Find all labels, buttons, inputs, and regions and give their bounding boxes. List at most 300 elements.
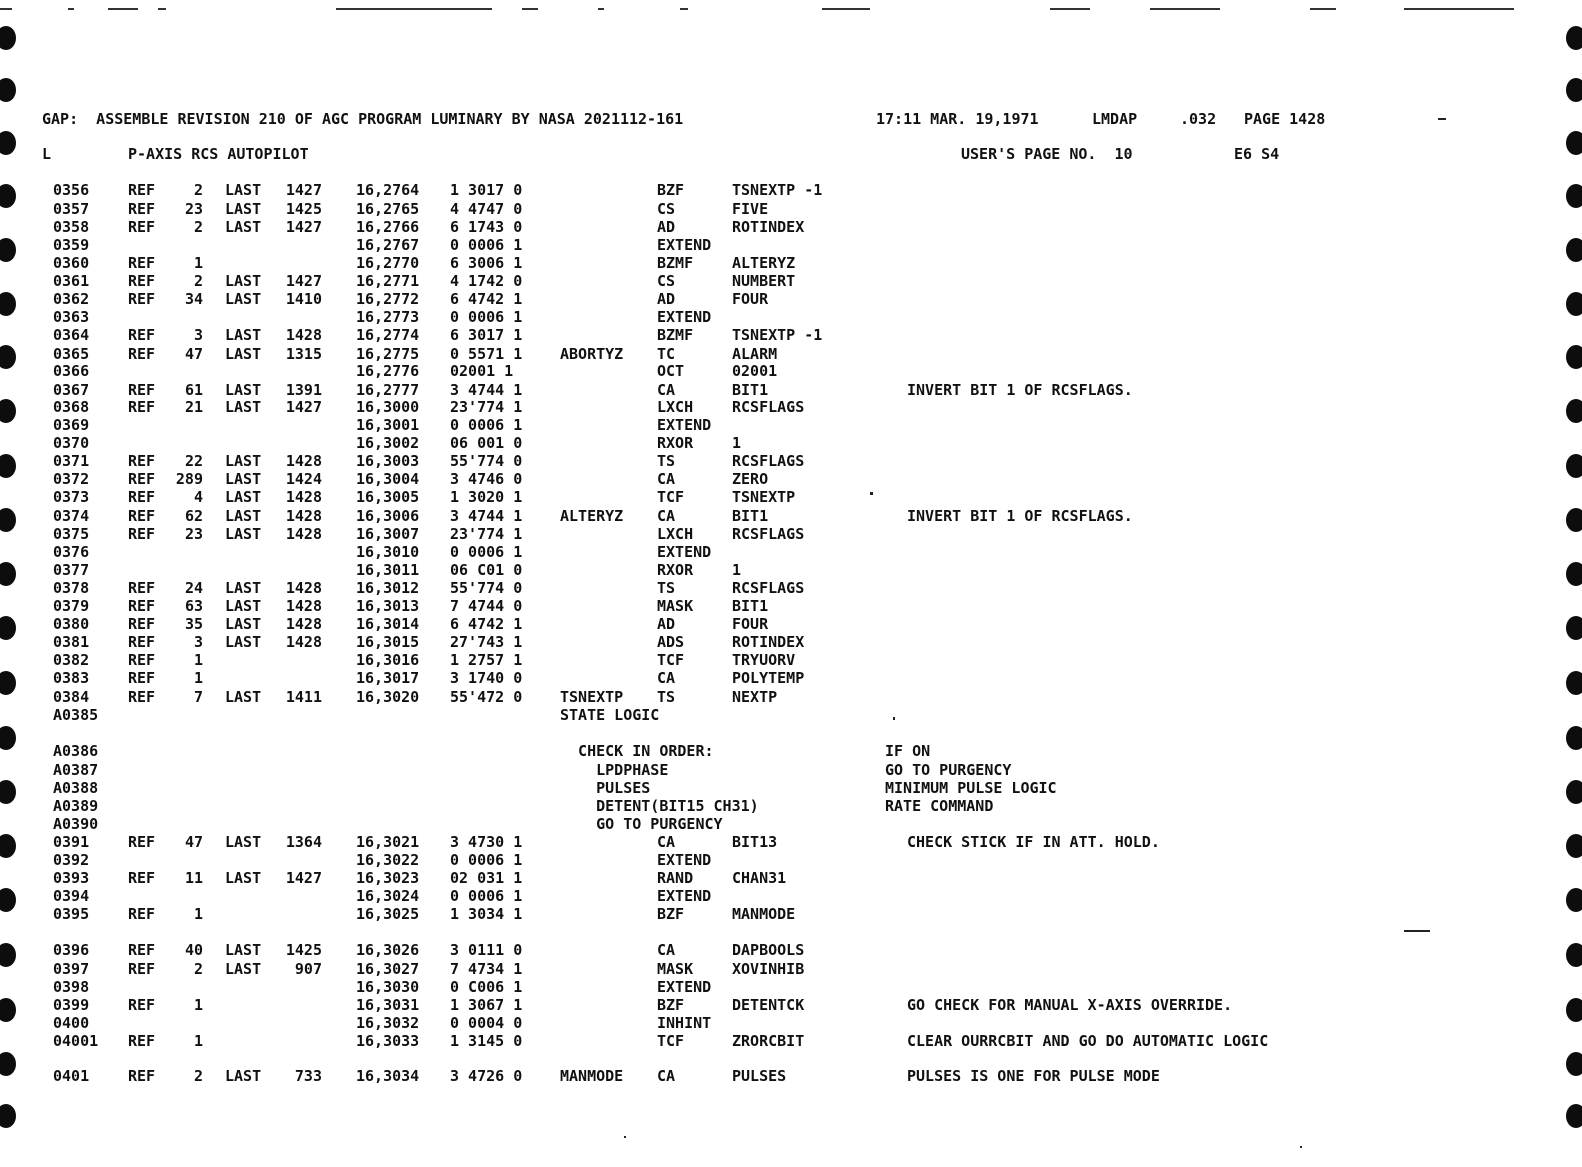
ref-keyword: REF (128, 579, 156, 597)
listing-line (0, 960, 1582, 978)
octal-word: 1 3067 1 (450, 996, 523, 1014)
line-number: 0394 (53, 887, 90, 905)
address: 16,3012 (356, 579, 420, 597)
symbol-label: STATE LOGIC (560, 706, 660, 724)
operand: BIT1 (732, 507, 769, 525)
print-speck (624, 1136, 626, 1138)
opcode: MASK (657, 597, 694, 615)
octal-word: 55'774 0 (450, 579, 523, 597)
ref-count: 1 (193, 1032, 203, 1050)
address: 16,3020 (356, 688, 420, 706)
octal-word: 1 3017 0 (450, 181, 523, 199)
last-page: 1425 (285, 941, 322, 959)
address: 16,3024 (356, 887, 420, 905)
line-number: 0398 (53, 978, 90, 996)
opcode: AD (657, 218, 676, 236)
octal-word: 02 031 1 (450, 869, 523, 887)
octal-word: 6 3006 1 (450, 254, 523, 272)
last-keyword: LAST (225, 869, 262, 887)
operand: PULSES (732, 1067, 787, 1085)
address: 16,3031 (356, 996, 420, 1014)
ref-count: 1 (193, 669, 203, 687)
opcode: BZF (657, 181, 685, 199)
ref-keyword: REF (128, 633, 156, 651)
operand: 02001 (732, 362, 778, 380)
opcode: TC (657, 345, 676, 363)
line-number: 0393 (53, 869, 90, 887)
octal-word: 7 4734 1 (450, 960, 523, 978)
listing-line (0, 272, 1582, 290)
last-keyword: LAST (225, 272, 262, 290)
octal-word: 3 4744 1 (450, 507, 523, 525)
line-number: 0375 (53, 525, 90, 543)
ref-count: 47 (184, 833, 203, 851)
address: 16,3010 (356, 543, 420, 561)
line-number: 0365 (53, 345, 90, 363)
line-number: 0366 (53, 362, 90, 380)
operand: RCSFLAGS (732, 525, 805, 543)
ref-keyword: REF (128, 254, 156, 272)
listing-line (0, 1067, 1582, 1085)
opcode: TS (657, 579, 676, 597)
last-page: 1428 (285, 579, 322, 597)
line-number: 0377 (53, 561, 90, 579)
symbol-label: TSNEXTP (560, 688, 624, 706)
octal-word: 3 0111 0 (450, 941, 523, 959)
last-keyword: LAST (225, 615, 262, 633)
ref-keyword: REF (128, 326, 156, 344)
header-gap-line: GAP: ASSEMBLE REVISION 210 OF AGC PROGRAM LUMINARY BY NASA 2021112-161 (42, 110, 684, 128)
address: 16,3007 (356, 525, 420, 543)
line-number: A0386 (53, 742, 99, 760)
octal-word: 1 3145 0 (450, 1032, 523, 1050)
ref-keyword: REF (128, 833, 156, 851)
opcode: CA (657, 833, 676, 851)
opcode: AD (657, 615, 676, 633)
opcode: RAND (657, 869, 694, 887)
last-keyword: LAST (225, 488, 262, 506)
address: 16,3033 (356, 1032, 420, 1050)
print-speck (893, 717, 895, 720)
comment: INVERT BIT 1 OF RCSFLAGS. (907, 381, 1133, 399)
last-page: 733 (294, 1067, 322, 1085)
opcode: CS (657, 272, 676, 290)
operand: TSNEXTP -1 (732, 326, 823, 344)
left-feed-hole (0, 1104, 16, 1128)
address: 16,3002 (356, 434, 420, 452)
listing-line (0, 326, 1582, 344)
last-keyword: LAST (225, 452, 262, 470)
opcode: CA (657, 1067, 676, 1085)
line-number: 0391 (53, 833, 90, 851)
ref-keyword: REF (128, 181, 156, 199)
header-module: LMDAP (1092, 110, 1138, 128)
ref-keyword: REF (128, 905, 156, 923)
ref-count: 3 (193, 326, 203, 344)
ref-keyword: REF (128, 398, 156, 416)
listing-line (0, 815, 1582, 833)
octal-word: 06 C01 0 (450, 561, 523, 579)
opcode: TCF (657, 488, 685, 506)
line-number: 0356 (53, 181, 90, 199)
ref-count: 61 (184, 381, 203, 399)
address: 16,3027 (356, 960, 420, 978)
opcode: TCF (657, 651, 685, 669)
line-number: 0397 (53, 960, 90, 978)
listing-line (0, 236, 1582, 254)
ref-keyword: REF (128, 218, 156, 236)
address: 16,3001 (356, 416, 420, 434)
ref-keyword: REF (128, 452, 156, 470)
ref-count: 21 (184, 398, 203, 416)
ref-count: 1 (193, 254, 203, 272)
listing-line (0, 651, 1582, 669)
operand: DETENTCK (732, 996, 805, 1014)
operand: RCSFLAGS (732, 579, 805, 597)
ref-keyword: REF (128, 597, 156, 615)
listing-line (0, 543, 1582, 561)
operand: FOUR (732, 290, 769, 308)
last-page: 1425 (285, 200, 322, 218)
operand: CHAN31 (732, 869, 787, 887)
last-keyword: LAST (225, 290, 262, 308)
ref-keyword: REF (128, 272, 156, 290)
line-number: 0372 (53, 470, 90, 488)
ref-keyword: REF (128, 615, 156, 633)
last-keyword: LAST (225, 579, 262, 597)
opcode: EXTEND (657, 416, 712, 434)
ref-keyword: REF (128, 507, 156, 525)
opcode: RXOR (657, 434, 694, 452)
last-keyword: LAST (225, 633, 262, 651)
ref-count: 2 (193, 218, 203, 236)
last-page: 1427 (285, 869, 322, 887)
operand: TSNEXTP (732, 488, 796, 506)
ref-keyword: REF (128, 688, 156, 706)
operand: ZRORCBIT (732, 1032, 805, 1050)
ref-count: 23 (184, 200, 203, 218)
address: 16,2777 (356, 381, 420, 399)
symbol-label: ABORTYZ (560, 345, 624, 363)
octal-word: 3 4744 1 (450, 381, 523, 399)
last-page: 1428 (285, 615, 322, 633)
address: 16,2771 (356, 272, 420, 290)
line-number: 0396 (53, 941, 90, 959)
octal-word: 06 001 0 (450, 434, 523, 452)
operand: DAPBOOLS (732, 941, 805, 959)
line-number: 0384 (53, 688, 90, 706)
right-feed-hole (1566, 131, 1582, 155)
last-page: 1428 (285, 326, 322, 344)
opcode: TCF (657, 1032, 685, 1050)
last-keyword: LAST (225, 833, 262, 851)
opcode: INHINT (657, 1014, 712, 1032)
opcode: BZF (657, 905, 685, 923)
opcode: CS (657, 200, 676, 218)
line-number: 0383 (53, 669, 90, 687)
line-number: 04001 (53, 1032, 99, 1050)
user-page-number: USER'S PAGE NO. 10 (961, 145, 1133, 163)
line-number: A0385 (53, 706, 99, 724)
address: 16,2767 (356, 236, 420, 254)
octal-word: 0 0006 1 (450, 236, 523, 254)
listing-line (0, 362, 1582, 380)
octal-word: 3 4726 0 (450, 1067, 523, 1085)
ref-count: 62 (184, 507, 203, 525)
listing-line (0, 218, 1582, 236)
listing-line (0, 200, 1582, 218)
operand: ALTERYZ (732, 254, 796, 272)
last-page: 1428 (285, 597, 322, 615)
opcode: EXTEND (657, 236, 712, 254)
listing-line (0, 290, 1582, 308)
address: 16,3014 (356, 615, 420, 633)
left-feed-hole (0, 131, 16, 155)
last-keyword: LAST (225, 597, 262, 615)
comment: PULSES IS ONE FOR PULSE MODE (907, 1067, 1160, 1085)
opcode: EXTEND (657, 543, 712, 561)
address: 16,3000 (356, 398, 420, 416)
top-perforation-marks (0, 8, 1582, 14)
header-marker: L (42, 145, 52, 163)
line-number: 0362 (53, 290, 90, 308)
symbol-label: ALTERYZ (560, 507, 624, 525)
opcode: MASK (657, 960, 694, 978)
listing-line (0, 561, 1582, 579)
address: 16,3023 (356, 869, 420, 887)
operand: BIT1 (732, 597, 769, 615)
last-keyword: LAST (225, 381, 262, 399)
octal-word: 3 4730 1 (450, 833, 523, 851)
operand: 1 (732, 561, 742, 579)
ref-count: 47 (184, 345, 203, 363)
listing-line (0, 761, 1582, 779)
address: 16,2776 (356, 362, 420, 380)
ref-count: 3 (193, 633, 203, 651)
operand: BIT1 (732, 381, 769, 399)
line-number: 0361 (53, 272, 90, 290)
ref-keyword: REF (128, 941, 156, 959)
listing-line (0, 688, 1582, 706)
listing-line (0, 996, 1582, 1014)
line-number: A0387 (53, 761, 99, 779)
line-number: 0373 (53, 488, 90, 506)
operand: 1 (732, 434, 742, 452)
last-page: 1427 (285, 398, 322, 416)
octal-word: 27'743 1 (450, 633, 523, 651)
line-number: 0399 (53, 996, 90, 1014)
ref-count: 40 (184, 941, 203, 959)
right-feed-hole (1566, 78, 1582, 102)
operand: TSNEXTP -1 (732, 181, 823, 199)
octal-word: 0 0006 1 (450, 416, 523, 434)
octal-word: 0 0006 1 (450, 851, 523, 869)
octal-word: 55'774 0 (450, 452, 523, 470)
listing-line (0, 416, 1582, 434)
operand: XOVINHIB (732, 960, 805, 978)
print-speck (1438, 118, 1446, 120)
section-title: P-AXIS RCS AUTOPILOT (128, 145, 309, 163)
opcode: BZF (657, 996, 685, 1014)
address: 16,3026 (356, 941, 420, 959)
last-keyword: LAST (225, 326, 262, 344)
listing-line (0, 181, 1582, 199)
ref-keyword: REF (128, 200, 156, 218)
comment: GO TO PURGENCY (885, 761, 1012, 779)
opcode: EXTEND (657, 308, 712, 326)
line-number: 0378 (53, 579, 90, 597)
comment: MINIMUM PULSE LOGIC (885, 779, 1057, 797)
operand: BIT13 (732, 833, 778, 851)
ref-keyword: REF (128, 525, 156, 543)
ref-keyword: REF (128, 290, 156, 308)
line-number: 0381 (53, 633, 90, 651)
address: 16,2765 (356, 200, 420, 218)
symbol-label: LPDPHASE (560, 761, 669, 779)
octal-word: 55'472 0 (450, 688, 523, 706)
right-feed-hole (1566, 26, 1582, 50)
listing-line (0, 851, 1582, 869)
last-keyword: LAST (225, 507, 262, 525)
address: 16,3021 (356, 833, 420, 851)
address: 16,2772 (356, 290, 420, 308)
octal-word: 4 4747 0 (450, 200, 523, 218)
listing-line (0, 525, 1582, 543)
last-keyword: LAST (225, 470, 262, 488)
line-number: 0380 (53, 615, 90, 633)
listing-line (0, 706, 1582, 724)
last-page: 907 (294, 960, 322, 978)
opcode: CA (657, 470, 676, 488)
operand: NEXTP (732, 688, 778, 706)
address: 16,3006 (356, 507, 420, 525)
line-number: 0364 (53, 326, 90, 344)
last-keyword: LAST (225, 960, 262, 978)
opcode: TS (657, 452, 676, 470)
ref-count: 1 (193, 996, 203, 1014)
address: 16,3015 (356, 633, 420, 651)
ref-count: 23 (184, 525, 203, 543)
listing-line (0, 452, 1582, 470)
octal-word: 1 3020 1 (450, 488, 523, 506)
octal-word: 6 4742 1 (450, 615, 523, 633)
listing-line (0, 434, 1582, 452)
operand: TRYUORV (732, 651, 796, 669)
ref-keyword: REF (128, 651, 156, 669)
listing-line (0, 1014, 1582, 1032)
address: 16,3034 (356, 1067, 420, 1085)
octal-word: 0 0004 0 (450, 1014, 523, 1032)
opcode: ADS (657, 633, 685, 651)
ref-count: 22 (184, 452, 203, 470)
ref-keyword: REF (128, 470, 156, 488)
listing-line (0, 615, 1582, 633)
ref-count: 2 (193, 272, 203, 290)
ref-keyword: REF (128, 1067, 156, 1085)
line-number: 0369 (53, 416, 90, 434)
ref-count: 35 (184, 615, 203, 633)
listing-line (0, 887, 1582, 905)
ref-count: 2 (193, 181, 203, 199)
operand: ALARM (732, 345, 778, 363)
line-number: 0395 (53, 905, 90, 923)
last-page: 1410 (285, 290, 322, 308)
address: 16,2775 (356, 345, 420, 363)
octal-word: 6 4742 1 (450, 290, 523, 308)
listing-line (0, 978, 1582, 996)
octal-word: 02001 1 (450, 362, 514, 380)
line-number: 0392 (53, 851, 90, 869)
last-keyword: LAST (225, 688, 262, 706)
line-number: 0400 (53, 1014, 90, 1032)
listing-line (0, 597, 1582, 615)
comment: CLEAR OURRCBIT AND GO DO AUTOMATIC LOGIC (907, 1032, 1269, 1050)
address: 16,2773 (356, 308, 420, 326)
ref-count: 1 (193, 651, 203, 669)
ref-count: 7 (193, 688, 203, 706)
octal-word: 23'774 1 (450, 398, 523, 416)
operand: POLYTEMP (732, 669, 805, 687)
listing-line (0, 470, 1582, 488)
octal-word: 4 1742 0 (450, 272, 523, 290)
opcode: CA (657, 669, 676, 687)
listing-line (0, 1032, 1582, 1050)
right-feed-hole (1566, 1104, 1582, 1128)
comment: RATE COMMAND (885, 797, 994, 815)
listing-line (0, 905, 1582, 923)
address: 16,3016 (356, 651, 420, 669)
ref-keyword: REF (128, 869, 156, 887)
header-revision: .032 (1180, 110, 1217, 128)
ref-count: 4 (193, 488, 203, 506)
address: 16,3003 (356, 452, 420, 470)
listing-line (0, 507, 1582, 525)
opcode: AD (657, 290, 676, 308)
line-number: 0371 (53, 452, 90, 470)
operand: FIVE (732, 200, 769, 218)
line-number: 0374 (53, 507, 90, 525)
octal-word: 1 3034 1 (450, 905, 523, 923)
opcode: EXTEND (657, 978, 712, 996)
opcode: BZMF (657, 254, 694, 272)
line-number: 0363 (53, 308, 90, 326)
last-page: 1427 (285, 218, 322, 236)
operand: FOUR (732, 615, 769, 633)
symbol-label: GO TO PURGENCY (560, 815, 723, 833)
opcode: CA (657, 507, 676, 525)
address: 16,3013 (356, 597, 420, 615)
last-page: 1427 (285, 272, 322, 290)
last-keyword: LAST (225, 525, 262, 543)
last-page: 1428 (285, 488, 322, 506)
operand: MANMODE (732, 905, 796, 923)
listing-line (0, 742, 1582, 760)
listing-line (0, 381, 1582, 399)
symbol-label: PULSES (560, 779, 651, 797)
ref-keyword: REF (128, 1032, 156, 1050)
last-keyword: LAST (225, 200, 262, 218)
opcode: EXTEND (657, 887, 712, 905)
opcode: RXOR (657, 561, 694, 579)
operand: ZERO (732, 470, 769, 488)
address: 16,2764 (356, 181, 420, 199)
address: 16,3011 (356, 561, 420, 579)
address: 16,3025 (356, 905, 420, 923)
last-page: 1428 (285, 507, 322, 525)
ref-keyword: REF (128, 960, 156, 978)
octal-word: 0 0006 1 (450, 887, 523, 905)
address: 16,2766 (356, 218, 420, 236)
